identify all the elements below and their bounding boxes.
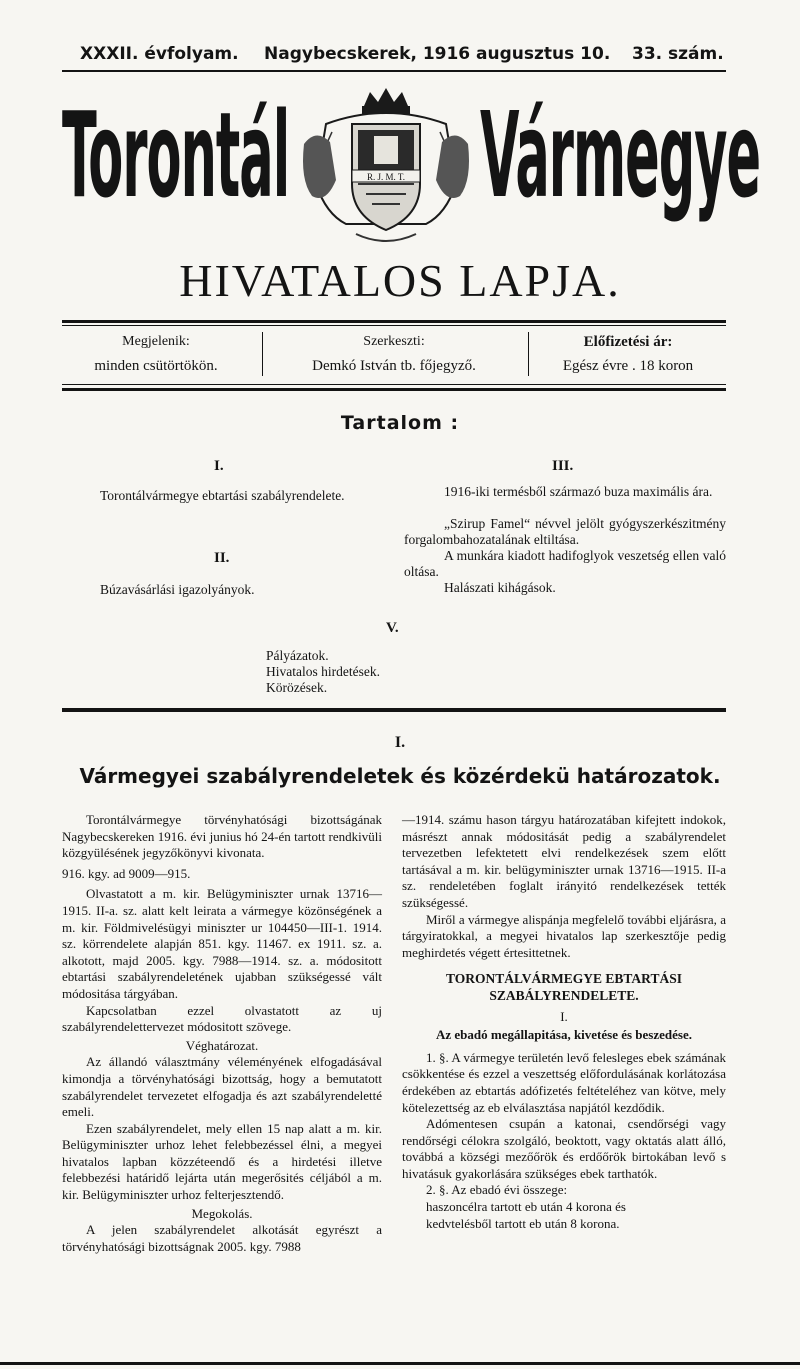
paragraph: Olvastatott a m. kir. Belügyminiszter urnak 13716—1915. II-a. sz. alatt kelt leirata a vármegye közönségének a m. kir. Földmivelésügyi miniszter ur 104450—III-1. 1914. sz. körrendelete alapján 851. kgy. 11467. ex 1911. sz. a. alkotott, majd 2005. kgy. 7988—1914. sz. a. módositott ebtartási szabályrendeletének ujabban szükségessé vált módositása tárgyában. xyxy=(62,886,382,1001)
info-divider-2 xyxy=(528,332,529,376)
ordinance-title-line2: SZABÁLYRENDELETE. xyxy=(489,987,639,1003)
issue-number: 33. szám. xyxy=(632,44,724,64)
paragraph: Az állandó választmány véleményének elfogadásával kimondja a törvényhatósági bizottság, hogy a bemutatott szabályrendelet tervezetet elfogadja és azt szabályrendeletté emeli. xyxy=(62,1054,382,1120)
reference-number: 916. kgy. ad 9009—915. xyxy=(62,865,191,881)
contents-item: A munkára kiadott hadifoglyok veszetség ellen való oltása. xyxy=(404,548,726,579)
ordinance-title-line1: TORONTÁLVÁRMEGYE EBTARTÁSI xyxy=(446,971,682,987)
contents-item: Hivatalos hirdetések. xyxy=(266,664,380,679)
section-title: Vármegyei szabályrendeletek és közérdekü határozatok. xyxy=(79,764,721,788)
left-column xyxy=(62,812,382,1255)
appears-value: minden csütörtökön. xyxy=(94,358,218,374)
contents-item: 1916-iki termésből származó buza maximális ára. xyxy=(444,484,713,499)
contents-section-num: V. xyxy=(386,620,399,636)
masthead-right-word: Vármegye xyxy=(480,86,761,224)
info-top-rule xyxy=(62,320,726,323)
info-bottom-rule-thin xyxy=(62,384,726,385)
page-bottom-rule xyxy=(0,1362,800,1365)
paragraph: 1. §. A vármegye területén levő felesleges ebek számának csökkentése és ezzel a veszettség előfordulásának korlátozása érdekében az ebtartás adófizetés feltételéhez van kötve, mely kötelezettség az eb elválasztása napjától kezdődik. xyxy=(402,1049,726,1115)
appears-label: Megjelenik: xyxy=(122,334,190,349)
info-bottom-rule xyxy=(62,388,726,391)
coat-of-arms-icon xyxy=(296,84,476,250)
paragraph: Ezen szabályrendelet, mely ellen 15 nap alatt a m. kir. Belügyminiszter urhoz lehet felebbezéssel élni, a megyei hivatalos lapban közzéteendő és a hirdetési illetve felebbezési határidő lejárta után megerősités céljából a m. kir. Belügyminiszter urhoz felterjesztendő. xyxy=(62,1120,382,1203)
subheading: Véghatározat. xyxy=(185,1037,259,1053)
crest-ribbon-text: R. J. M. T. xyxy=(367,172,405,182)
contents-item: Torontálvármegye ebtartási szabályrendelete. xyxy=(100,488,345,503)
contents-section-num: III. xyxy=(552,458,574,474)
place-date: Nagybecskerek, 1916 augusztus 10. xyxy=(264,44,611,64)
right-column xyxy=(402,812,726,1232)
minutes-intro: Torontálvármegye törvényhatósági bizottságának Nagybecskereken 1916. évi junius hó 24-én tartott rendkivüli közgyülésének jegyzőkönyvi kivonata. xyxy=(62,812,382,861)
editor-label: Szerkeszti: xyxy=(363,334,425,349)
chapter-title: Az ebadó megállapitása, kivetése és beszedése. xyxy=(436,1027,692,1043)
subheading: Megokolás. xyxy=(191,1205,253,1221)
paragraph: Kapcsolatban ezzel olvastatott az uj szabályrendelettervezet módositott szövege. xyxy=(62,1002,382,1035)
paragraph: Adómentesen csupán a katonai, csendőrségi vagy rendőrségi célokra szolgáló, beoktott, vagy oktatás alatt álló, továbbá a községi mezőőrök és erdőőrök birtokában levő s hivatásuk gyakorlására szükséges ebek tarthatók. xyxy=(402,1116,726,1181)
contents-section-num: I. xyxy=(214,458,224,474)
top-rule xyxy=(62,70,726,72)
chapter-number: I. xyxy=(560,1008,568,1024)
paragraph: A jelen szabályrendelet alkotását egyrészt a törvényhatósági bizottságnak 2005. kgy. 7988 xyxy=(62,1222,382,1254)
contents-title: Tartalom : xyxy=(340,412,460,434)
info-divider-1 xyxy=(262,332,263,376)
contents-item: Körözések. xyxy=(266,680,328,695)
info-top-rule-thin xyxy=(62,325,726,326)
masthead-left-word: Torontál xyxy=(62,86,290,224)
contents-bottom-rule xyxy=(62,708,726,712)
editor-value: Demkó István tb. főjegyző. xyxy=(312,358,476,374)
paragraph: haszoncélra tartott eb után 4 korona és xyxy=(426,1199,626,1215)
contents-item: Búzavásárlási igazolyányok. xyxy=(100,582,255,597)
paragraph: Miről a vármegye alispánja megfelelő további eljárásra, a tárgyiratokkal, a megyei hivatalos lap szerkesztője pedig meghirdetés végett értesittetnek. xyxy=(402,911,726,960)
section-number: I. xyxy=(394,734,406,751)
price-value: Egész évre . 18 koron xyxy=(562,358,694,374)
contents-item: Halászati kihágások. xyxy=(444,580,556,595)
contents-item: „Szirup Famel“ névvel jelölt gyógyszerkészitmény forgalombahozatalának eltiltása. xyxy=(404,516,726,547)
paragraph: kedvtelésből tartott eb után 8 korona. xyxy=(426,1215,620,1231)
paragraph: 2. §. Az ebadó évi összege: xyxy=(426,1182,568,1198)
price-label: Előfizetési ár: xyxy=(583,334,673,350)
contents-section-num: II. xyxy=(214,550,230,566)
paragraph: —1914. számu hason tárgyu határozatában kifejtett indokok, másrészt annak módositását pedig a szabályrendelet tervezetben lefektetett elvi rendelkezések szem előtt tartásával a m. kir. belügyminiszter urnak 13716—1915. II-a sz. rendeletében foglalt irányitó rendelkezések tették szükségessé. xyxy=(402,812,726,910)
publication-subtitle: HIVATALOS LAPJA. xyxy=(179,255,621,306)
contents-item: Pályázatok. xyxy=(266,648,329,663)
volume-label: XXXII. évfolyam. xyxy=(80,44,239,64)
